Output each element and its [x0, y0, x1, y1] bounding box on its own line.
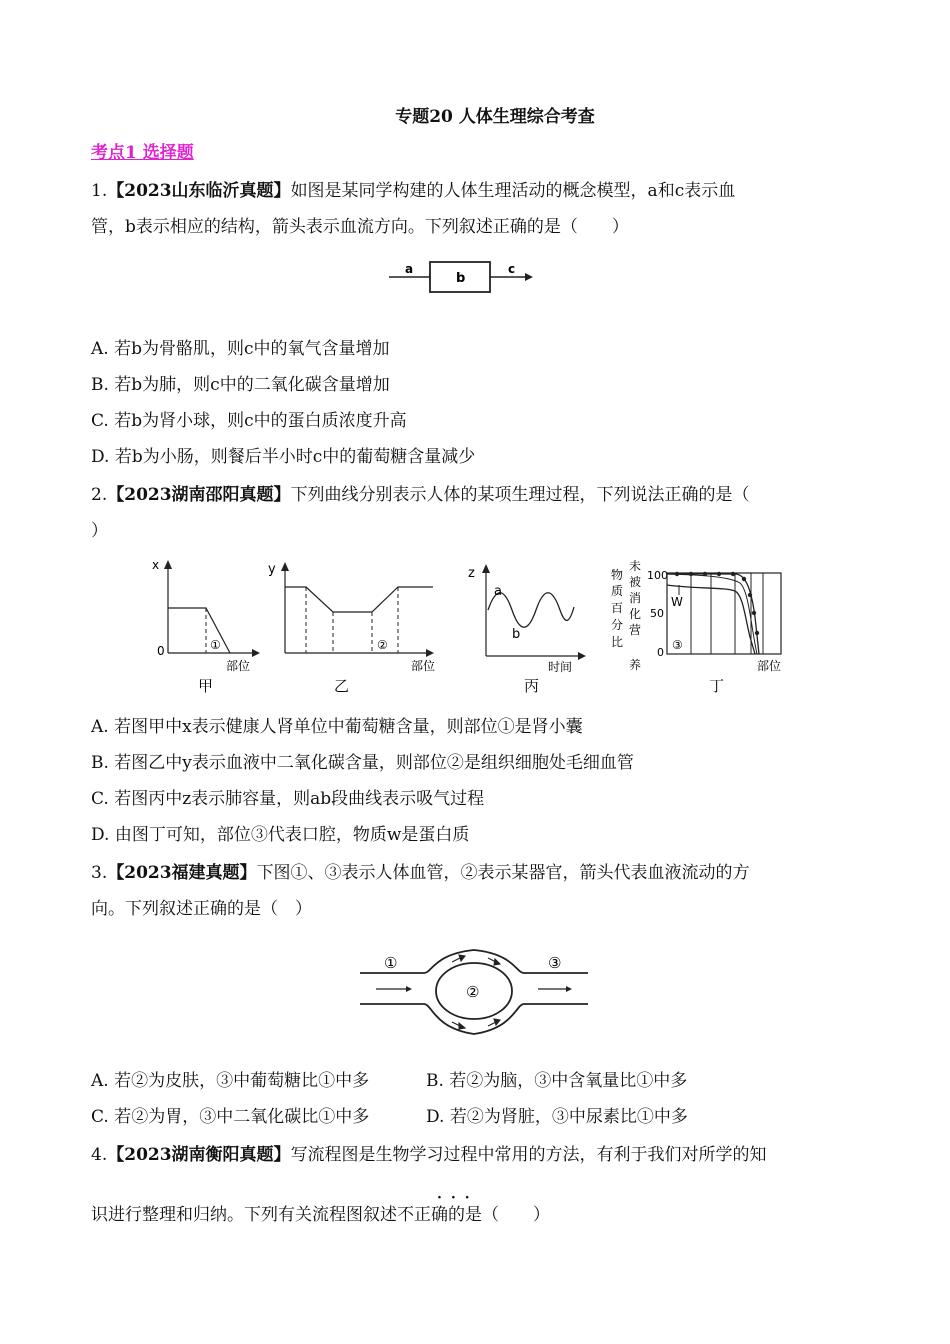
q3-option-c: C. 若②为胃，③中二氧化碳比①中多 — [91, 1107, 370, 1127]
q3-option-b: B. 若②为脑，③中含氧量比①中多 — [426, 1071, 688, 1091]
emphasis-dots: ··· — [437, 1190, 479, 1206]
q1-option-b: B. 若b为肺，则c中的二氧化碳含量增加 — [91, 375, 390, 395]
ding-ylabel-left-4: 比 — [611, 635, 624, 649]
q1-number: 1. — [91, 181, 108, 201]
q1-label-b: b — [456, 271, 466, 286]
q1-label-a: a — [405, 262, 414, 276]
jia-axis-x: 部位 — [226, 659, 251, 673]
q2-line2: ） — [91, 521, 108, 541]
q3-mark-1: ① — [384, 954, 398, 972]
q2-option-d: D. 由图丁可知，部位③代表口腔，物质w是蛋白质 — [91, 825, 470, 845]
ding-ylabel-left-1: 质 — [611, 584, 624, 598]
q3-line1 — [91, 858, 750, 883]
q3-line2: 向。下列叙述正确的是（ ） — [91, 899, 312, 919]
jia-caption: 甲 — [198, 677, 214, 695]
q2-text1: 下列曲线分别表示人体的某项生理过程，下列说法正确的是（ — [290, 485, 750, 505]
q3-number: 3. — [91, 863, 108, 883]
section-heading: 考点1 选择题 — [91, 143, 194, 163]
q1-option-a: A. 若b为骨骼肌，则c中的氧气含量增加 — [91, 339, 390, 359]
ding-tick-100: 100 — [647, 569, 668, 582]
q1-line2: 管，b表示相应的结构，箭头表示血流方向。下列叙述正确的是（ ） — [91, 217, 629, 237]
q2-graph-jia — [148, 557, 263, 697]
q2-option-b: B. 若图乙中y表示血液中二氧化碳含量，则部位②是组织细胞处毛细血管 — [91, 753, 634, 773]
ding-caption: 丁 — [709, 677, 725, 695]
q2-option-a: A. 若图甲中x表示健康人肾单位中葡萄糖含量，则部位①是肾小囊 — [91, 717, 583, 737]
ding-mark: ③ — [672, 638, 683, 652]
ding-ylabel-left-0: 物 — [611, 568, 624, 582]
bing-label-a: a — [494, 584, 502, 599]
q1-line1 — [91, 176, 735, 201]
q1-option-c: C. 若b为肾小球，则c中的蛋白质浓度升高 — [91, 411, 407, 431]
q1-source: 【2023山东临沂真题】 — [107, 181, 291, 201]
q3-text1: 下图①、③表示人体血管，②表示某器官，箭头代表血液流动的方 — [256, 863, 750, 883]
q1-option-d: D. 若b为小肠，则餐后半小时c中的葡萄糖含量减少 — [91, 447, 476, 467]
q4-text1: 写流程图是生物学习过程中常用的方法，有利于我们对所学的知 — [290, 1145, 767, 1165]
q2-source: 【2023湖南邵阳真题】 — [107, 485, 291, 505]
jia-zero: 0 — [157, 644, 165, 658]
q3-mark-2: ② — [466, 983, 480, 1001]
ding-tick-0: 0 — [657, 646, 664, 659]
bing-axis-x: 时间 — [548, 660, 573, 674]
bing-label-b: b — [512, 627, 521, 642]
ding-axis-x: 部位 — [757, 659, 782, 673]
q2-number: 2. — [91, 485, 108, 505]
ding-ylabel-right-1: 被 — [629, 575, 642, 589]
ding-tick-50: 50 — [650, 607, 664, 620]
q4-number: 4. — [91, 1145, 108, 1165]
q3-option-d: D. 若②为肾脏，③中尿素比①中多 — [426, 1107, 688, 1127]
page-title: 专题20 人体生理综合考查 — [395, 107, 595, 127]
yi-caption: 乙 — [334, 677, 350, 695]
q1-text1: 如图是某同学构建的人体生理活动的概念模型，a和c表示血 — [290, 181, 736, 201]
ding-ylabel-left-3: 分 — [611, 618, 624, 632]
q1-label-c: c — [508, 262, 516, 276]
bing-caption: 丙 — [524, 677, 540, 695]
q3-vessel-diagram — [356, 940, 592, 1050]
jia-axis-y: x — [152, 558, 160, 572]
ding-ylabel-right-2: 消 — [629, 591, 642, 605]
ding-ylabel-right-5: 养 — [629, 658, 642, 672]
q2-graph-yi — [268, 557, 448, 697]
ding-ylabel-right-4: 营 — [629, 623, 642, 637]
q2-option-c: C. 若图丙中z表示肺容量，则ab段曲线表示吸气过程 — [91, 789, 485, 809]
q3-option-a: A. 若②为皮肤，③中葡萄糖比①中多 — [91, 1071, 370, 1091]
q2-graph-bing — [462, 557, 592, 697]
q1-concept-diagram — [385, 256, 575, 298]
yi-axis-y: y — [268, 562, 276, 577]
q3-source: 【2023福建真题】 — [107, 863, 257, 883]
yi-mark: ② — [377, 638, 388, 652]
yi-axis-x: 部位 — [411, 659, 436, 673]
bing-axis-y: z — [468, 566, 475, 581]
ding-label-w: W — [671, 595, 683, 609]
ding-ylabel-right-0: 未 — [629, 559, 642, 573]
jia-mark: ① — [210, 638, 221, 652]
q4-line1 — [91, 1140, 767, 1165]
ding-ylabel-right-3: 化 — [629, 607, 642, 621]
q4-source: 【2023湖南衡阳真题】 — [107, 1145, 291, 1165]
q4-line2: 识进行整理和归纳。下列有关流程图叙述不正确的是（ ） — [91, 1205, 550, 1225]
q3-mark-3: ③ — [548, 954, 562, 972]
ding-ylabel-left-2: 百 — [611, 601, 624, 615]
q2-graph-ding — [605, 557, 795, 697]
q2-line1 — [91, 480, 750, 505]
